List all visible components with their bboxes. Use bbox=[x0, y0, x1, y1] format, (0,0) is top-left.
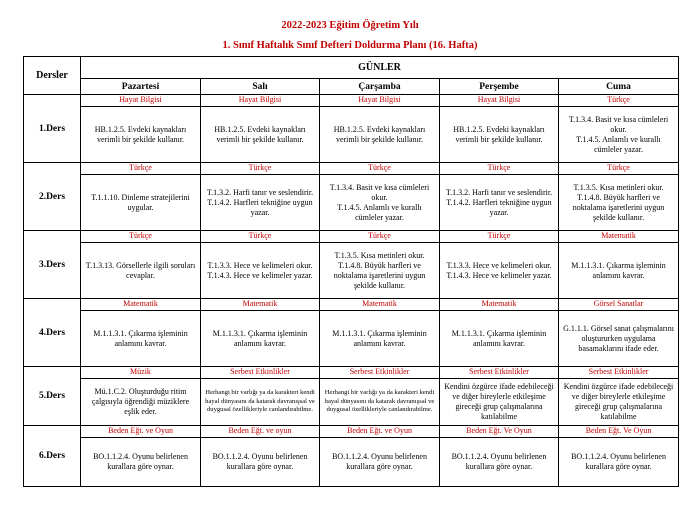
plan-cell-monday bbox=[81, 163, 201, 231]
subject-label: Matematik bbox=[440, 299, 558, 311]
outcome-text-value: Herhangi bir varlığı ya da karakteri kendi hayal dünyasını da katarak davranışsal ve duygusal özellikleriyle canlandırabilme. bbox=[324, 389, 435, 414]
plan-cell-friday bbox=[559, 163, 679, 231]
outcome-text bbox=[81, 175, 200, 230]
outcome-text-value: HB.1.2.5. Evdeki kaynakları verimli bir şekilde kullanır. bbox=[333, 124, 426, 144]
plan-cell-wednesday bbox=[320, 163, 440, 231]
subject-label: Serbest Etkinlikler bbox=[559, 367, 678, 379]
table-row bbox=[24, 299, 679, 367]
plan-cell-friday bbox=[559, 299, 679, 367]
day-header-friday: Cuma bbox=[559, 79, 679, 95]
dersler-header: Dersler bbox=[24, 57, 81, 95]
lesson-label: 5.Ders bbox=[24, 367, 81, 426]
subject-label: Türkçe bbox=[440, 231, 558, 243]
outcome-text bbox=[320, 175, 439, 230]
outcome-text-value: G.1.1.1. Görsel sanat çalışmalarını oluştururken uygulama basamaklarını ifade eder. bbox=[563, 323, 674, 353]
plan-cell-thursday bbox=[440, 163, 559, 231]
plan-cell-friday bbox=[559, 426, 679, 487]
outcome-text-value: T.1.3.5. Kısa metinleri okur. T.1.4.8. Büyük harfleri ve noktalama işaretlerini uygun şekilde kullanır. bbox=[572, 182, 665, 222]
outcome-text bbox=[320, 107, 439, 162]
table-row bbox=[24, 163, 679, 231]
subject-label: Türkçe bbox=[201, 231, 319, 243]
outcome-text-value: T.1.3.3. Hece ve kelimeleri okur. T.1.4.3. Hece ve kelimeler yazar. bbox=[446, 260, 552, 280]
outcome-text bbox=[320, 243, 439, 298]
outcome-text bbox=[201, 175, 319, 230]
outcome-text bbox=[440, 243, 558, 298]
plan-cell-monday bbox=[81, 299, 201, 367]
outcome-text-value: M.1.1.3.1. Çıkarma işleminin anlamını kavrar. bbox=[571, 260, 666, 280]
plan-cell-thursday bbox=[440, 299, 559, 367]
outcome-text-value: M.1.1.3.1. Çıkarma işleminin anlamını kavrar. bbox=[451, 328, 547, 348]
plan-cell-thursday bbox=[440, 426, 559, 487]
outcome-text bbox=[81, 311, 200, 366]
subject-label: Matematik bbox=[320, 299, 439, 311]
document-subtitle: 1. Sınıf Haftalık Sınıf Defteri Doldurma Planı (16. Hafta) bbox=[222, 40, 478, 51]
plan-cell-tuesday bbox=[201, 367, 320, 426]
subject-label: Beden Eğt. Ve Oyun bbox=[559, 426, 678, 438]
outcome-text-value: T.1.3.4. Basit ve kısa cümleleri okur. T.1.4.5. Anlamlı ve kurallı cümleler yazar. bbox=[568, 114, 669, 154]
outcome-text bbox=[201, 379, 319, 425]
outcome-text-value: M.1.1.3.1. Çıkarma işleminin anlamını kavrar. bbox=[332, 328, 427, 348]
outcome-text bbox=[559, 311, 678, 366]
subject-label: Türkçe bbox=[440, 163, 558, 175]
lesson-label: 3.Ders bbox=[24, 231, 81, 299]
subject-label: Türkçe bbox=[201, 163, 319, 175]
lesson-label: 2.Ders bbox=[24, 163, 81, 231]
subject-label: Serbest Etkinlikler bbox=[440, 367, 558, 379]
outcome-text-value: BO.1.1.2.4. Oyunu belirlenen kurallara göre oynar. bbox=[93, 452, 188, 471]
outcome-text bbox=[201, 438, 319, 486]
subject-label: Hayat Bilgisi bbox=[320, 95, 439, 107]
outcome-text bbox=[81, 438, 200, 486]
outcome-text bbox=[81, 379, 200, 425]
outcome-text-value: M.1.1.3.1. Çıkarma işleminin anlamını kavrar. bbox=[212, 328, 308, 348]
subject-label: Beden Eğt. Ve Oyun bbox=[440, 426, 558, 438]
subject-label: Hayat Bilgisi bbox=[201, 95, 319, 107]
outcome-text bbox=[559, 243, 678, 298]
subject-label: Hayat Bilgisi bbox=[81, 95, 200, 107]
outcome-text bbox=[559, 438, 678, 486]
outcome-text bbox=[559, 379, 678, 425]
day-header-monday: Pazartesi bbox=[81, 79, 201, 95]
outcome-text-value: T.1.3.2. Harfi tanır ve seslendirir. T.1.4.2. Harfleri tekniğine uygun yazar. bbox=[445, 187, 553, 217]
subject-label: Serbest Etkinlikler bbox=[320, 367, 439, 379]
outcome-text bbox=[81, 107, 200, 162]
document-title: 2022-2023 Eğitim Öğretim Yılı bbox=[281, 20, 419, 31]
outcome-text-value: Mü.1.C.2. Oluşturduğu ritim çalgısıyla öğrendiği müziklere eşlik eder. bbox=[91, 387, 190, 416]
subject-label: Türkçe bbox=[559, 95, 678, 107]
plan-cell-wednesday bbox=[320, 426, 440, 487]
outcome-text-value: T.1.3.2. Harfi tanır ve seslendirir. T.1.4.2. Harfleri tekniğine uygun yazar. bbox=[206, 187, 314, 217]
outcome-text-value: BO.1.1.2.4. Oyunu belirlenen kurallara göre oynar. bbox=[451, 452, 547, 471]
subject-label: Serbest Etkinlikler bbox=[201, 367, 319, 379]
outcome-text-value: T.1.3.3. Hece ve kelimeleri okur. T.1.4.3. Hece ve kelimeler yazar. bbox=[207, 260, 313, 280]
subject-label: Türkçe bbox=[320, 231, 439, 243]
plan-body bbox=[24, 95, 679, 487]
subject-label: Matematik bbox=[81, 299, 200, 311]
outcome-text-value: Kendini özgürce ifade edebileceği ve diğer bireylerle etkileşime gireceği grup çalışmalarına katılabilme bbox=[444, 382, 554, 421]
subject-label: Beden Eğt. ve Oyun bbox=[320, 426, 439, 438]
plan-cell-tuesday bbox=[201, 231, 320, 299]
plan-cell-tuesday bbox=[201, 299, 320, 367]
plan-cell-friday bbox=[559, 367, 679, 426]
plan-cell-tuesday bbox=[201, 426, 320, 487]
lesson-label: 6.Ders bbox=[24, 426, 81, 487]
plan-cell-monday bbox=[81, 426, 201, 487]
outcome-text bbox=[81, 243, 200, 298]
plan-cell-monday bbox=[81, 367, 201, 426]
subject-label: Matematik bbox=[559, 231, 678, 243]
outcome-text-value: M.1.1.3.1. Çıkarma işleminin anlamını kavrar. bbox=[93, 328, 188, 348]
subject-label: Türkçe bbox=[81, 163, 200, 175]
outcome-text bbox=[559, 175, 678, 230]
plan-cell-thursday bbox=[440, 95, 559, 163]
table-row bbox=[24, 367, 679, 426]
day-header-thursday: Perşembe bbox=[440, 79, 559, 95]
outcome-text-value: HB.1.2.5. Evdeki kaynakları verimli bir şekilde kullanır. bbox=[453, 124, 545, 144]
subject-label: Türkçe bbox=[559, 163, 678, 175]
outcome-text-value: Herhangi bir varlığı ya da karakteri kendi hayal dünyasını da katarak davranışsal ve duygusal özellikleriyle canlandırabilme. bbox=[205, 389, 315, 414]
outcome-text bbox=[320, 379, 439, 425]
outcome-text bbox=[559, 107, 678, 162]
subject-label: Türkçe bbox=[81, 231, 200, 243]
table-row bbox=[24, 231, 679, 299]
outcome-text-value: BO.1.1.2.4. Oyunu belirlenen kurallara göre oynar. bbox=[332, 452, 427, 471]
outcome-text bbox=[201, 243, 319, 298]
plan-cell-thursday bbox=[440, 231, 559, 299]
outcome-text-value: T.1.1.10. Dinleme stratejilerini uygular. bbox=[91, 192, 190, 212]
outcome-text-value: T.1.3.13. Görsellerle ilgili soruları cevaplar. bbox=[85, 260, 196, 280]
outcome-text bbox=[440, 175, 558, 230]
outcome-text-value: BO.1.1.2.4. Oyunu belirlenen kurallara göre oynar. bbox=[212, 452, 308, 471]
outcome-text-value: HB.1.2.5. Evdeki kaynakları verimli bir şekilde kullanır. bbox=[214, 124, 306, 144]
outcome-text-value: Kendini özgürce ifade edebileceği ve diğer bireylerle etkileşime gireceği grup çalışmalarına katılabilme bbox=[563, 382, 674, 421]
outcome-text-value: BO.1.1.2.4. Oyunu belirlenen kurallara göre oynar. bbox=[571, 452, 666, 471]
day-header-tuesday: Salı bbox=[201, 79, 320, 95]
outcome-text bbox=[440, 311, 558, 366]
outcome-text bbox=[201, 311, 319, 366]
outcome-text bbox=[440, 379, 558, 425]
plan-cell-tuesday bbox=[201, 163, 320, 231]
plan-cell-thursday bbox=[440, 367, 559, 426]
plan-cell-wednesday bbox=[320, 299, 440, 367]
plan-cell-wednesday bbox=[320, 231, 440, 299]
gunler-header: GÜNLER bbox=[81, 57, 679, 79]
table-row bbox=[24, 426, 679, 487]
subject-label: Beden Eğt. ve Oyun bbox=[81, 426, 200, 438]
subject-label: Hayat Bilgisi bbox=[440, 95, 558, 107]
plan-cell-friday bbox=[559, 231, 679, 299]
outcome-text bbox=[201, 107, 319, 162]
plan-cell-wednesday bbox=[320, 95, 440, 163]
outcome-text-value: HB.1.2.5. Evdeki kaynakları verimli bir şekilde kullanır. bbox=[94, 124, 187, 144]
plan-cell-friday bbox=[559, 95, 679, 163]
outcome-text bbox=[440, 438, 558, 486]
plan-cell-monday bbox=[81, 95, 201, 163]
day-header-wednesday: Çarşamba bbox=[320, 79, 440, 95]
outcome-text bbox=[440, 107, 558, 162]
outcome-text bbox=[320, 311, 439, 366]
subject-label: Müzik bbox=[81, 367, 200, 379]
table-row bbox=[24, 95, 679, 163]
subject-label: Görsel Sanatlar bbox=[559, 299, 678, 311]
plan-cell-tuesday bbox=[201, 95, 320, 163]
weekly-plan-table bbox=[23, 56, 679, 487]
plan-cell-wednesday bbox=[320, 367, 440, 426]
subject-label: Matematik bbox=[201, 299, 319, 311]
subject-label: Beden Eğt. ve oyun bbox=[201, 426, 319, 438]
plan-cell-monday bbox=[81, 231, 201, 299]
lesson-label: 4.Ders bbox=[24, 299, 81, 367]
outcome-text bbox=[320, 438, 439, 486]
outcome-text-value: T.1.3.5. Kısa metinleri okur. T.1.4.8. Büyük harfleri ve noktalama işaretlerini uygun şekilde kullanır. bbox=[333, 250, 426, 290]
lesson-label: 1.Ders bbox=[24, 95, 81, 163]
outcome-text-value: T.1.3.4. Basit ve kısa cümleleri okur. T.1.4.5. Anlamlı ve kurallı cümleler yazar. bbox=[329, 182, 430, 222]
subject-label: Türkçe bbox=[320, 163, 439, 175]
